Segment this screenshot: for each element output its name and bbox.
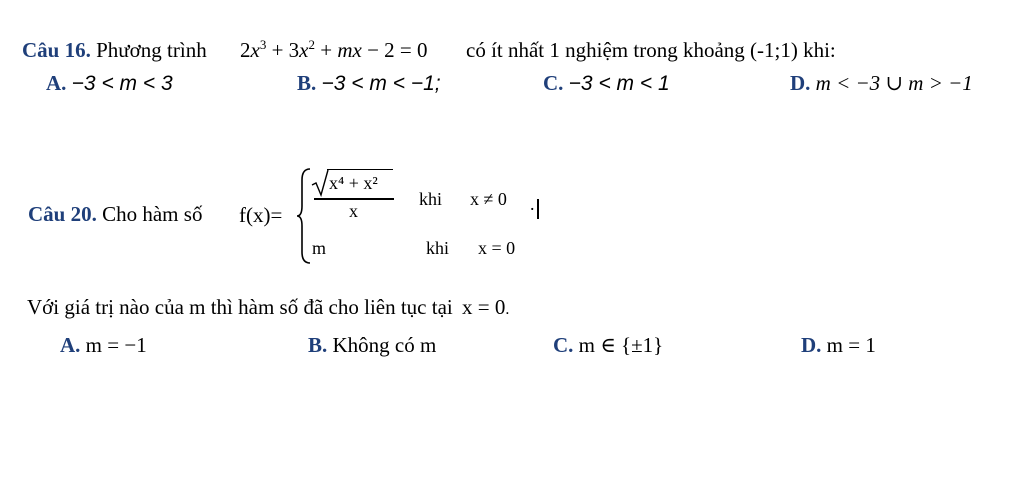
q16-option-d-value: m < −3 ∪ m > −1 bbox=[815, 71, 973, 95]
q20-option-d[interactable] bbox=[801, 333, 876, 358]
q16-option-c-letter: C. bbox=[543, 71, 564, 95]
q20-option-d-letter: D. bbox=[801, 333, 822, 357]
q16-option-c-value: −3 < m < 1 bbox=[568, 72, 670, 95]
case2-cond-word: khi bbox=[426, 238, 450, 258]
case2-condition: x = 0 bbox=[478, 238, 516, 258]
q20-option-d-value: m = 1 bbox=[826, 333, 876, 357]
text-cursor bbox=[537, 199, 539, 219]
function-name: f(x)= bbox=[239, 203, 283, 227]
q20-option-a[interactable] bbox=[60, 333, 147, 358]
case1-cond-word: khi bbox=[419, 189, 443, 209]
sqrt-sign bbox=[311, 168, 329, 198]
q20-option-a-letter: A. bbox=[60, 333, 81, 357]
question-16 bbox=[22, 38, 207, 63]
sqrt-overline bbox=[327, 169, 393, 170]
q16-option-b-value: −3 < m < −1; bbox=[321, 72, 441, 95]
q20-option-b-letter: B. bbox=[308, 333, 328, 357]
q16-option-a-letter: A. bbox=[46, 71, 67, 95]
question-20-prompt: Với giá trị nào của m thì hàm số đã cho liên tục tại x = 0. bbox=[27, 295, 510, 319]
q16-option-d[interactable] bbox=[790, 71, 973, 96]
question-16-text-after: có ít nhất 1 nghiệm trong khoảng (-1;1) khi: bbox=[466, 38, 836, 62]
q20-option-c-value: m ∈ {±1} bbox=[578, 333, 664, 357]
question-16-equation: $2x^3 + 3x^2$ + mx − 2 = 0 bbox=[240, 37, 428, 62]
fraction-bar bbox=[314, 198, 394, 200]
q16-option-b[interactable] bbox=[297, 71, 441, 96]
question-20-prompt-math: x = 0 bbox=[462, 295, 506, 319]
q20-option-c[interactable] bbox=[553, 333, 663, 358]
case1-denominator: x bbox=[349, 201, 358, 221]
q20-option-a-value: m = −1 bbox=[85, 333, 147, 357]
question-20-prompt-text: Với giá trị nào của m thì hàm số đã cho liên tục tại bbox=[27, 295, 453, 319]
question-16-label: Câu 16. bbox=[22, 38, 91, 62]
q20-option-b-value: Không có m bbox=[332, 333, 437, 357]
case1-numerator: x⁴ + x² bbox=[329, 173, 378, 193]
question-16-text-before: Phương trình bbox=[96, 38, 207, 62]
q16-option-b-letter: B. bbox=[297, 71, 317, 95]
q16-option-a[interactable] bbox=[46, 71, 173, 96]
question-20 bbox=[28, 202, 202, 227]
question-20-label: Câu 20. bbox=[28, 202, 97, 226]
case2-value: m bbox=[312, 238, 327, 258]
q20-option-c-letter: C. bbox=[553, 333, 574, 357]
period-mark: . bbox=[530, 194, 535, 214]
question-20-text-before: Cho hàm số bbox=[102, 202, 203, 226]
q16-option-c[interactable] bbox=[543, 71, 670, 96]
q20-option-b[interactable] bbox=[308, 333, 436, 358]
q16-option-a-value: −3 < m < 3 bbox=[71, 72, 173, 95]
case1-condition: x ≠ 0 bbox=[470, 189, 507, 209]
q16-option-d-letter: D. bbox=[790, 71, 811, 95]
